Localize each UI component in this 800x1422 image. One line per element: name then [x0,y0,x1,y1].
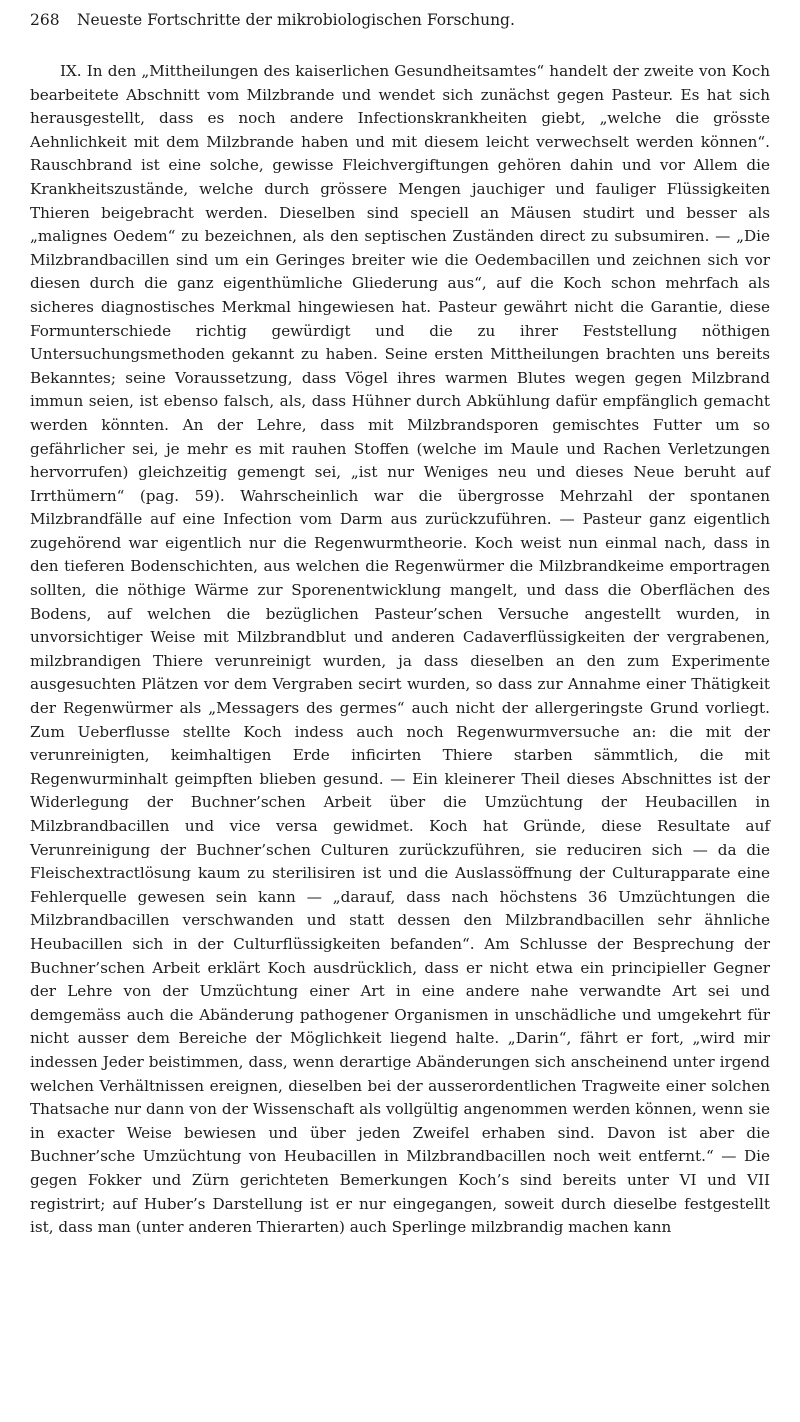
paragraph-ix: IX. In den „Mittheilungen des kaiserlichen Gesundheitsamtes“ handelt der zweite von Koch bearbeitete Abschnitt vom Milzbrande und wendet sich zunächst gegen Pasteur. Es hat sich herausgestellt, dass es noch andere Infectionskrankheiten giebt, „welche die grösste Aehnlichkeit mit dem Milzbrande haben und mit diesem leicht verwechselt werden können“. Rauschbrand ist eine solche, gewisse Fleichvergiftungen gehören dahin und vor Allem die Krankheitszustände, welche durch grössere Mengen jauchiger und fauliger Flüssigkeiten Thieren beigebracht werden. Dieselben sind speciell an Mäusen studirt und besser als „malignes Oedem“ zu bezeichnen, als den septischen Zuständen direct zu subsumiren. — „Die Milzbrandbacillen sind um ein Geringes breiter wie die Oedembacillen und zeichnen sich vor diesen durch die ganz eigenthümliche Gliederung aus“, auf die Koch schon mehrfach als sicheres diagnostisches Merkmal hingewiesen hat. Pasteur gewährt nicht die Garantie, diese Formunterschiede richtig gewürdigt und die zu ihrer Feststellung nöthigen Untersuchungsmethoden gekannt zu haben. Seine ersten Mittheilungen brachten uns bereits Bekanntes; seine Voraussetzung, dass Vögel ihres warmen Blutes wegen gegen Milzbrand immun seien, ist ebenso falsch, als, dass Hühner durch Abkühlung dafür empfänglich gemacht werden könnten. An der Lehre, dass mit Milzbrandsporen gemischtes Futter um so gefährlicher sei, je mehr es mit rauhen Stoffen (welche im Maule und Rachen Verletzungen hervorrufen) gleichzeitig gemengt sei, „ist nur Weniges neu und dieses Neue beruht auf Irrthümern“ (pag. 59). Wahrscheinlich war die übergrosse Mehrzahl der spontanen Milzbrandfälle auf eine Infection vom Darm aus zurückzuführen. — Pasteur ganz eigentlich zugehörend war eigentlich nur die Regenwurmtheorie. Koch weist nun einmal nach, dass in den tieferen Bodenschichten, aus welchen die Regenwürmer die Milzbrandkeime emportragen sollten, die nöthige Wärme zur Sporenentwicklung mangelt, und dass die Oberflächen des Bodens, auf welchen die bezüglichen Pasteur’schen Versuche angestellt wurden, in unvorsichtiger Weise mit Milzbrandblut und anderen Cadaverflüssigkeiten der vergrabenen, milzbrandigen Thiere verunreinigt wurden, ja dass dieselben an den zum Experimente ausgesuchten Plätzen vor dem Vergraben secirt wurden, so dass zur Annahme einer Thätigkeit der Regenwürmer als „Messagers des germes“ auch nicht der allergeringste Grund vorliegt. Zum Ueberflusse stellte Koch indess auch noch Regenwurmversuche an: die mit der verunreinigten, keimhaltigen Erde inficirten Thiere starben sämmtlich, die mit Regenwurminhalt geimpften blieben gesund. — Ein kleinerer Theil dieses Abschnittes ist der Widerlegung der Buchner’schen Arbeit über die Umzüchtung der Heubacillen in Milzbrandbacillen und vice versa gewidmet. Koch hat Gründe, diese Resultate auf Verunreinigung der Buchner’schen Culturen zurückzuführen, sie reduciren sich — da die Fleischextractlösung kaum zu sterilisiren ist und die Auslassöffnung der Culturapparate eine Fehlerquelle gewesen sein kann — „darauf, dass nach höchstens 36 Umzüchtungen die Milzbrandbacillen verschwanden und statt dessen den Milzbrandbacillen sehr ähnliche Heubacillen sich in der Culturflüssigkeiten befanden“. Am Schlusse der Besprechung der Buchner’schen Arbeit erklärt Koch ausdrücklich, dass er nicht etwa ein principieller Gegner der Lehre von der Umzüchtung einer Art in eine andere nahe verwandte Art sei und demgemäss auch die Abänderung pathogener Organismen in unschädliche und umgekehrt für nicht ausser dem Bereiche der Möglichkeit liegend halte. „Darin“, fährt er fort, „wird mir indessen Jeder beistimmen, dass, wenn derartige Abänderungen sich anscheinend unter irgend welchen Verhältnissen ereignen, dieselben bei der ausserordentlichen Tragweite einer solchen Thatsache nur dann von der Wissenschaft als vollgültig angenommen werden können, wenn sie in exacter Weise bewiesen und über jeden Zweifel erhaben sind. Davon ist aber die Buchner’sche Umzüchtung von Heubacillen in Milzbrandbacillen noch weit entfernt.“ — Die gegen Fokker und Zürn gerichteten Bemerkungen Koch’s sind bereits unter VI und VII registrirt; auf Huber’s Darstellung ist er nur eingegangen, soweit durch dieselbe festgestellt ist, dass man (unter anderen Thierarten) auch Sperlinge milzbrandig machen kann [30,62,770,1237]
running-header [30,10,770,30]
body-text [30,60,770,1240]
running-title: Neueste Fortschritte der mikrobiologischen Forschung. [76,11,515,29]
page-number: 268 [30,11,60,29]
